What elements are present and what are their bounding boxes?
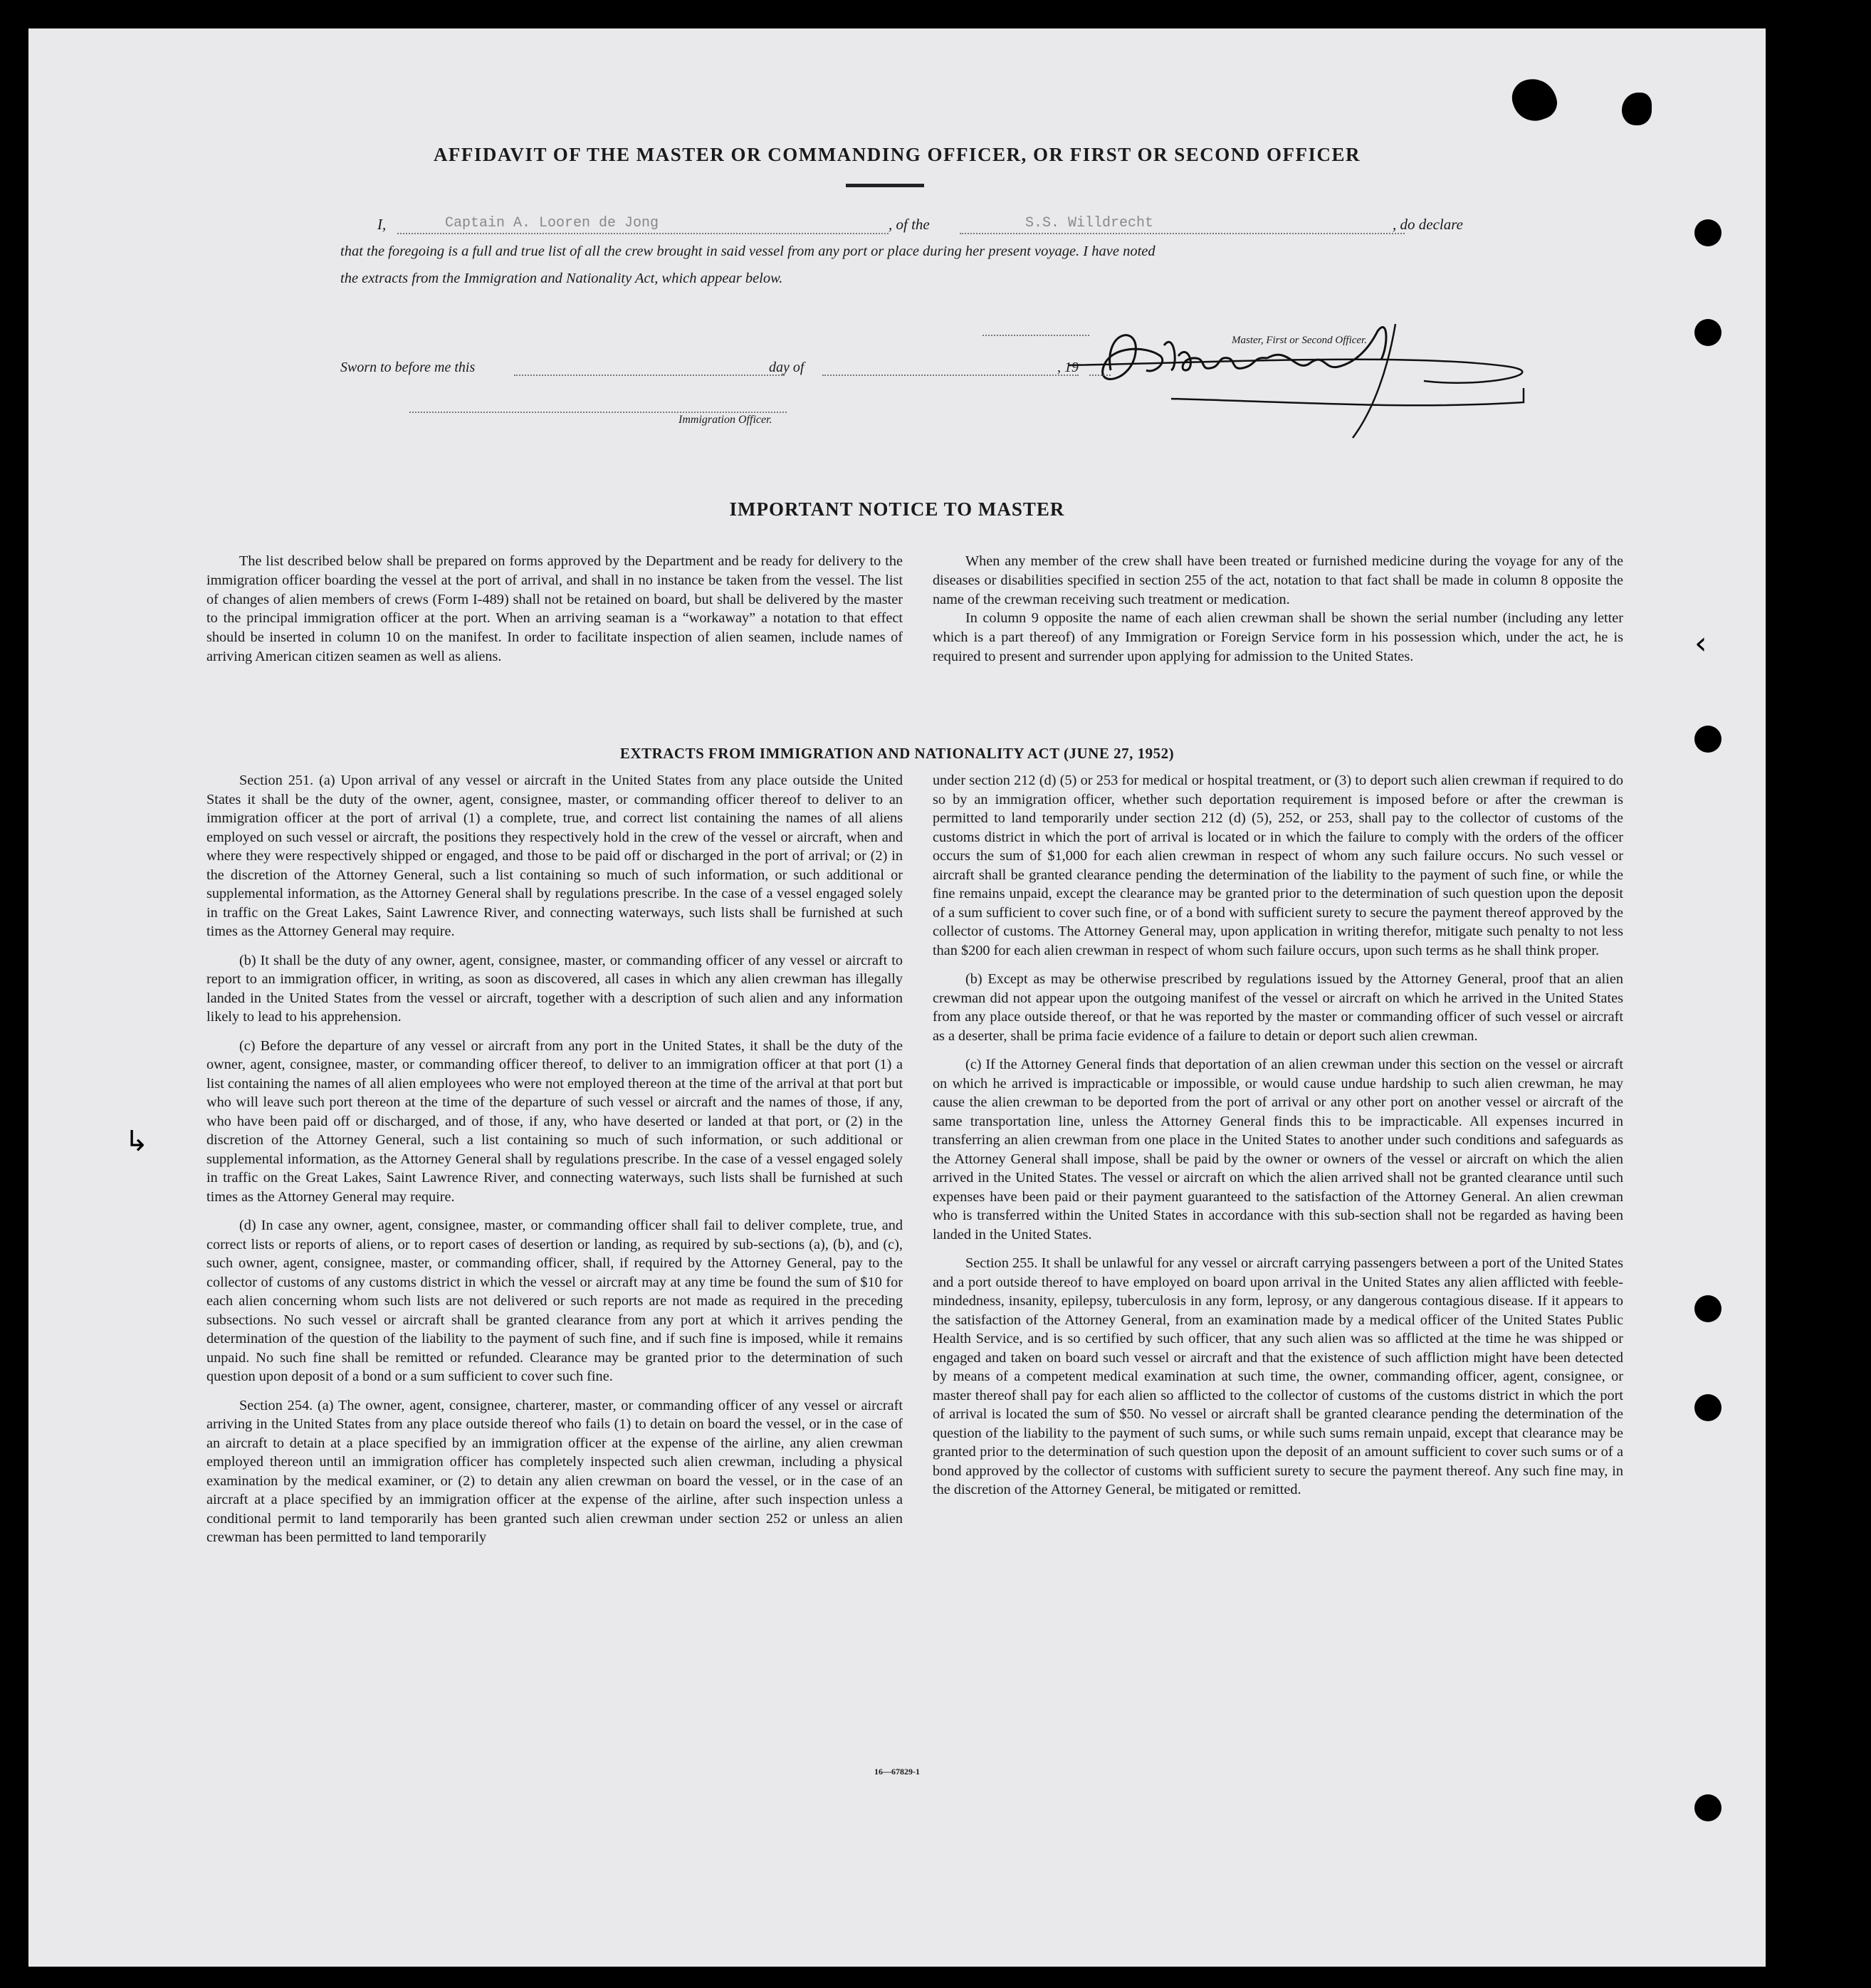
notice-right-p2: In column 9 opposite the name of each alien crewman shall be shown the serial number (including any letter which is a part thereof) of any Immigration or Foreign Service form in his possession which, under the act, he is required to present and surrender upon applying for admission to the United States.: [933, 610, 1623, 664]
affidavit-line-3: the extracts from the Immigration and Nationality Act, which appear below.: [340, 271, 783, 286]
officer-caption: Immigration Officer.: [678, 414, 772, 426]
vessel-name-line: [960, 233, 1405, 234]
notice-title: IMPORTANT NOTICE TO MASTER: [729, 498, 1065, 520]
sworn-year-line: [1089, 375, 1111, 376]
punch-hole: [1694, 726, 1721, 753]
extracts-right-column: [933, 771, 1623, 1505]
day-of-label: day of: [769, 360, 805, 375]
notice-left-column: [206, 552, 903, 672]
section-251a: Section 251. (a) Upon arrival of any vessel or aircraft in the United States from any place outside the United States it shall be the duty of the owner, agent, consignee, master, or commanding officer thereof to deliver to an immigration officer at the port of arrival (1) a complete, true, and correct list containing the names of all aliens employed on such vessel or aircraft, the positions they respectively hold in the crew of the vessel or aircraft, when and where they were respectively shipped or engaged, and those to be paid off or discharged in the port of arrival; or (2) in the discretion of the Attorney General, such a list containing so much of such information, or such additional or supplemental information, as the Attorney General shall by regulations prescribe. In the case of a vessel engaged solely in traffic on the Great Lakes, Saint Lawrence River, and connecting waterways, such lists shall be furnished at such times as the Attorney General may require.: [206, 773, 903, 939]
affidavit-title: AFFIDAVIT OF THE MASTER OR COMMANDING OFFICER, OR FIRST OR SECOND OFFICER: [433, 144, 1361, 165]
punch-hole: [1694, 1394, 1721, 1421]
notice-left-text: The list described below shall be prepared on forms approved by the Department and be ready for delivery to the immigration officer boarding the vessel at the port of arrival, and shall in no instance be taken from the vessel. The list of changes of alien members of crews (Form I-489) shall not be retained on board, but shall be delivered by the master to the principal immigration officer at the port. When an arriving seaman is a “workaway” a notation to that effect should be inserted in column 10 on the manifest. In order to facilitate inspection of alien seamen, include names of arriving American citizen seamen as well as aliens.: [206, 553, 903, 664]
sworn-day-line: [514, 375, 785, 376]
section-251c: (c) Before the departure of any vessel or aircraft from any port in the United States, it shall be the duty of the owner, agent, consignee, master, or commanding officer thereof, to deliver to an immigration officer at that port (1) a list containing the names of all alien employees who were not employed thereon at the time of the arrival at that port but who will leave such port thereon at the time of the departure of such vessel or aircraft and the names of those, if any, who have been paid off or discharged, and of those, if any, who have deserted or landed at that port, or (2) in the discretion of the Attorney General, such a list containing so much of such information, or such additional or supplemental information, as the Attorney General shall by regulations prescribe. In the case of a vessel engaged solely in traffic on the Great Lakes, Saint Lawrence River, and connecting waterways, such lists shall be furnished at such times as the Attorney General may require.: [206, 1037, 903, 1205]
sworn-label: Sworn to before me this: [340, 360, 476, 375]
punch-hole: [1694, 219, 1721, 246]
officer-signature-line: [409, 412, 787, 413]
year-label: , 19: [1057, 360, 1079, 375]
master-name-line: [397, 233, 889, 234]
section-254a-cont: under section 212 (d) (5) or 253 for medical or hospital treatment, or (3) to deport such alien crewman if required to do so by an immigration officer, whether such deportation requirement is imposed before or after the crewman is permitted to land temporarily under section 212 (d) (5), 252, or 253, shall pay to the collector of customs of the customs district in which the port of arrival is located or in which the failure to comply with the orders of the officer occurs the sum of $1,000 for each alien crewman in respect of whom any such failure occurs. No such vessel or aircraft shall be granted clearance pending the determination of the liability to the payment of such fine, or while the fine remains unpaid, except the clearance may be granted prior to the determination of such question upon the deposit of a sum sufficient to cover such fine, or of a bond with sufficient surety to secure the payment thereof approved by the collector of customs. The Attorney General may, upon application in writing therefor, mitigate such penalty to not less than $200 for each alien crewman in respect of whom such failure occurs, upon such terms as he shall think proper.: [933, 773, 1623, 958]
section-255: Section 255. It shall be unlawful for any vessel or aircraft carrying passengers between a port of the United States and a port outside thereof to have employed on board upon arrival in the United States any alien afflicted with feeble-mindedness, insanity, epilepsy, tuberculosis in any form, leprosy, or any dangerous contagious disease. If it appears to the satisfaction of the Attorney General, from an examination made by a medical officer of the United States Public Health Service, and is so certified by such officer, that any such alien was so afflicted at the time he was shipped or engaged and taken on board such vessel or aircraft and that the existence of such affliction might have been detected by means of a competent medical examination at such time, the owner, commanding officer, agent, consignee, or master thereof shall pay for each alien so afflicted to the collector of customs of the customs district in which the port of arrival is located the sum of $50. No vessel or aircraft shall be granted clearance pending the determination of the question of the liability to the payment of such sums, or while such sums remain unpaid, except that clearance may be granted prior to the determination of such question upon the deposit of an amount sufficient to cover such sums or of a bond approved by the collector of customs with sufficient surety to secure the payment thereof. Any such fine may, in the discretion of the Attorney General, be mitigated or remitted.: [933, 1255, 1623, 1497]
document-page: [28, 28, 1766, 1967]
edge-mark: ‹: [1694, 625, 1707, 661]
of-the-label: , of the: [889, 216, 930, 233]
ink-blot: [1622, 93, 1652, 125]
vessel-name-field[interactable]: S.S. Willdrecht: [1025, 215, 1154, 231]
title-rule: [846, 184, 924, 187]
signature-line: [982, 335, 1089, 336]
i-label: I,: [377, 216, 387, 233]
section-254c: (c) If the Attorney General finds that deportation of an alien crewman under this section on the vessel or aircraft on which he arrived is impracticable or impossible, or would cause undue hardship to such alien crewman, he may cause the alien crewman to be deported from the port of arrival or any other port on another vessel or aircraft of the same transportation line, unless the Attorney General finds this to be impracticable. All expenses incurred in transferring an alien crewman from one place in the United States to another under such conditions and safeguards as the Attorney General shall impose, shall be paid by the owner or owners of the vessel or aircraft on which the alien arrived in the United States. The vessel or aircraft on which the alien arrived shall not be granted clearance until such expenses have been paid or their payment guaranteed to the satisfaction of the Attorney General. An alien crewman who is transferred within the United States in accordance with this sub-section shall not be regarded as having been landed in the United States.: [933, 1057, 1623, 1242]
section-251d: (d) In case any owner, agent, consignee, master, or commanding officer shall fail to deliver complete, true, and correct lists or reports of aliens, or to report cases of desertion or landing, as required by sub-sections (a), (b), and (c), such owner, agent, consignee, master, or commanding officer, shall, if required by the Attorney General, pay to the collector of customs of any customs district in which the vessel or aircraft may at any time be found the sum of $10 for each alien concerning whom such lists are not delivered or such reports are not made as required in the preceding subsections. No such vessel or aircraft shall be granted clearance from any port at which it arrives pending the determination of the question of the liability to the payment of such fine, and if such fine is imposed, while it remains unpaid. No such fine shall be remitted or refunded. Clearance may be granted prior to the determination of such question upon deposit of a bond or a sum sufficient to cover such fine.: [206, 1218, 903, 1384]
extracts-title: EXTRACTS FROM IMMIGRATION AND NATIONALITY ACT (JUNE 27, 1952): [619, 745, 1175, 762]
section-254b: (b) Except as may be otherwise prescribed by regulations issued by the Attorney General, proof that an alien crewman did not appear upon the outgoing manifest of the vessel or aircraft on which he arrived in the United States from any place outside thereof, or that he was reported by the master or commanding officer of such vessel or aircraft as a deserter, shall be prima facie evidence of a failure to detain or deport such alien crewman.: [933, 971, 1623, 1044]
master-signature: [1054, 303, 1552, 459]
notice-right-column: [933, 552, 1623, 672]
punch-hole: [1694, 319, 1721, 346]
margin-mark: ↳: [125, 1125, 149, 1158]
section-254a: Section 254. (a) The owner, agent, consignee, charterer, master, or commanding officer of any vessel or aircraft arriving in the United States from any place outside thereof who fails (1) to detain on board the vessel, or in the case of an aircraft to detain at a place specified by an immigration officer at the expense of the airline, any alien crewman employed thereon until an immigration officer has completely inspected such alien crewman, including a physical examination by the medical examiner, or (2) to detain any alien crewman on board the vessel, or in the case of an aircraft at a place specified by an immigration officer at the expense of the airline, after such inspection unless a conditional permit to land temporarily has been granted such alien crewman under section 252 or unless an alien crewman has been permitted to land temporarily: [206, 1397, 903, 1545]
do-declare-label: , do declare: [1393, 216, 1463, 233]
section-251b: (b) It shall be the duty of any owner, agent, consignee, master, or commanding officer of any vessel or aircraft to report to an immigration officer, in writing, as soon as discovered, all cases in which any alien crewman has illegally landed in the United States from the vessel or aircraft, together with a description of such alien and any information likely to lead to his apprehension.: [206, 952, 903, 1025]
signature-caption: Master, First or Second Officer.: [1232, 335, 1367, 346]
punch-hole: [1694, 1794, 1721, 1821]
affidavit-line-1: [377, 216, 386, 234]
form-number: 16—67829-1: [874, 1767, 920, 1777]
affidavit-line-2: that the foregoing is a full and true list of all the crew brought in said vessel from any port or place during her present voyage. I have noted: [340, 244, 1155, 259]
notice-right-p1: When any member of the crew shall have been treated or furnished medicine during the voyage for any of the diseases or disabilities specified in section 255 of the act, notation to that fact shall be made in column 8 opposite the name of the crewman receiving such treatment or medication.: [933, 553, 1623, 607]
extracts-left-column: [206, 771, 903, 1553]
master-name-field[interactable]: Captain A. Looren de Jong: [445, 215, 659, 231]
sworn-month-line: [822, 375, 1079, 376]
punch-hole: [1694, 1295, 1721, 1322]
